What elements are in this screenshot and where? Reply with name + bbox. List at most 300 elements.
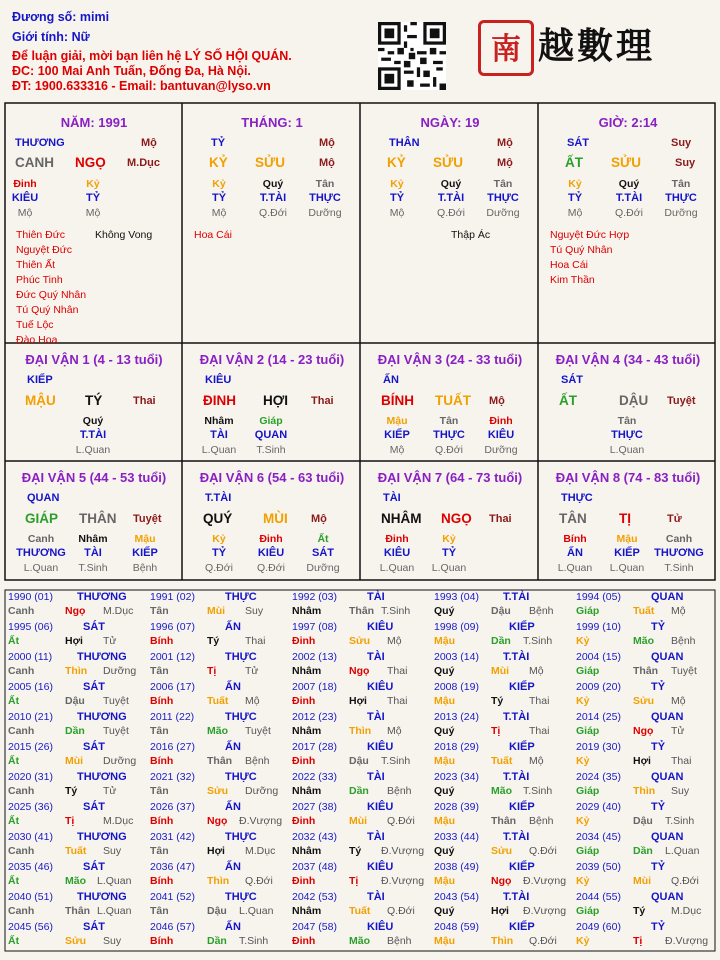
hidden-stem: Tân	[617, 415, 637, 427]
year-ten-god: TỶ	[651, 921, 666, 933]
year-stem: Bính	[150, 755, 174, 767]
year-stage: Đ.Vượng	[523, 875, 567, 887]
hidden-stem: Ất	[317, 533, 329, 545]
year-branch: Tý	[207, 635, 220, 647]
year-ten-god: TÀI	[367, 591, 385, 603]
year-stage: M.Dục	[103, 605, 134, 617]
year-stage: M.Dục	[103, 815, 134, 827]
year-ten-god: QUAN	[651, 651, 684, 663]
year-stage: Mộ	[387, 635, 402, 647]
hidden-stage: L.Quan	[609, 562, 645, 574]
hidden-stage: Mộ	[85, 207, 101, 219]
year-cell	[5, 860, 147, 890]
year-stem: Ất	[8, 635, 20, 647]
year-ten-god: ẤN	[225, 621, 241, 633]
year-branch: Mùi	[65, 755, 84, 767]
year-label: 2049 (60)	[576, 921, 621, 933]
year-stage: Đ.Vượng	[665, 935, 709, 947]
luck-title: ĐẠI VẬN 4 (34 - 43 tuổi)	[555, 352, 701, 367]
year-stem: Kỷ	[576, 875, 590, 887]
year-ten-god: ẤN	[225, 741, 241, 753]
earthly-branch: MÙI	[263, 511, 288, 526]
year-branch: Hợi	[491, 905, 509, 917]
year-ten-god: TÀI	[367, 831, 385, 843]
year-ten-god: KIÊU	[367, 861, 394, 873]
year-label: 2044 (55)	[576, 891, 621, 903]
hidden-ten-god: KIÊU	[487, 429, 515, 441]
hidden-stage: L.Quan	[557, 562, 593, 574]
year-cell	[573, 830, 715, 860]
year-stem: Bính	[150, 815, 174, 827]
year-label: 2022 (33)	[292, 771, 337, 783]
earthly-branch: THÂN	[79, 511, 117, 526]
year-label: 2001 (12)	[150, 651, 195, 663]
year-branch: Hợi	[207, 845, 225, 857]
year-branch: Dậu	[349, 755, 369, 767]
ten-god: SÁT	[561, 374, 583, 386]
hidden-stage: Bệnh	[132, 562, 158, 574]
hidden-ten-god: TỶ	[389, 192, 405, 204]
year-stem: Canh	[8, 725, 35, 737]
hidden-stem: Tân	[493, 178, 513, 190]
ten-god: ẤN	[383, 374, 399, 386]
year-stage: Dưỡng	[103, 665, 137, 677]
year-ten-god: SÁT	[83, 741, 105, 753]
year-cell	[431, 830, 573, 860]
branch-stage: Tuyệt	[667, 395, 696, 407]
year-stage: Tuyệt	[245, 725, 271, 737]
year-stage: T.Sinh	[523, 635, 553, 647]
year-label: 2015 (26)	[8, 741, 53, 753]
heavenly-stem: CANH	[15, 155, 54, 170]
star-name: Tú Quý Nhân	[16, 304, 79, 316]
hidden-ten-god: THƯƠNG	[16, 547, 66, 559]
year-stage: T.Sinh	[239, 935, 269, 947]
year-branch: Thìn	[65, 665, 88, 677]
hidden-ten-god: KIÊU	[383, 547, 411, 559]
year-label: 2008 (19)	[434, 681, 479, 693]
hidden-stage: T.Sinh	[664, 562, 694, 574]
hidden-stage: Mộ	[17, 207, 33, 219]
subject-gender: Giới tính: Nữ	[12, 30, 90, 44]
year-label: 2026 (37)	[150, 801, 195, 813]
year-ten-god: SÁT	[83, 921, 105, 933]
year-stem: Đinh	[292, 935, 316, 947]
hidden-stage: Mộ	[211, 207, 227, 219]
year-label: 2021 (32)	[150, 771, 195, 783]
year-ten-god: KIÊU	[367, 681, 394, 693]
year-cell	[573, 860, 715, 890]
luck-cell	[5, 343, 183, 461]
year-stem: Ất	[8, 935, 20, 947]
year-stage: Q.Đới	[387, 905, 415, 917]
year-cell	[289, 800, 431, 830]
earthly-branch: SỬU	[433, 155, 463, 170]
year-ten-god: QUAN	[651, 771, 684, 783]
subject-name: Đương số: mimi	[12, 10, 110, 24]
heavenly-stem: NHÂM	[381, 511, 422, 526]
hidden-ten-god: ẤN	[567, 547, 583, 559]
hidden-ten-god: T.TÀI	[437, 192, 465, 204]
year-cell	[147, 740, 289, 770]
star-name: Nguyệt Đức Hợp	[550, 229, 630, 241]
hidden-stem: Đinh	[489, 415, 513, 427]
year-stem: Tân	[150, 905, 169, 917]
year-stage: Q.Đới	[671, 875, 699, 887]
year-label: 2020 (31)	[8, 771, 53, 783]
year-cell	[289, 770, 431, 800]
year-stem: Kỷ	[576, 695, 590, 707]
year-branch: Mùi	[633, 875, 652, 887]
star-name: Hoa Cái	[194, 229, 232, 241]
year-stem: Ất	[8, 875, 20, 887]
year-stem: Ất	[8, 815, 20, 827]
year-cell	[289, 830, 431, 860]
branch-stage: Tuyệt	[133, 513, 162, 525]
earthly-branch: NGỌ	[441, 511, 472, 526]
year-cell	[573, 770, 715, 800]
hidden-ten-god: TỶ	[441, 547, 457, 559]
year-branch: Mùi	[207, 605, 226, 617]
hidden-ten-god: KIÊU	[257, 547, 285, 559]
earthly-branch: TÝ	[85, 393, 103, 408]
year-ten-god: THƯƠNG	[77, 651, 127, 663]
year-ten-god: T.TÀI	[503, 831, 530, 843]
year-label: 2004 (15)	[576, 651, 621, 663]
year-ten-god: ẤN	[225, 921, 241, 933]
year-label: 2047 (58)	[292, 921, 337, 933]
year-cell	[5, 620, 147, 650]
year-branch: Thân	[633, 665, 659, 677]
year-ten-god: THƯƠNG	[77, 711, 127, 723]
year-stem: Giáp	[576, 785, 600, 797]
hidden-stage: L.Quan	[201, 444, 237, 456]
hidden-ten-god: THỰC	[433, 429, 465, 441]
year-ten-god: TỶ	[651, 621, 666, 633]
year-label: 1990 (01)	[8, 591, 53, 603]
brand-logo: 越數理	[538, 25, 656, 67]
hidden-stage: Q.Đới	[435, 444, 463, 456]
year-branch: Hợi	[65, 635, 83, 647]
hidden-stage: Dưỡng	[486, 207, 520, 219]
year-label: 1997 (08)	[292, 621, 337, 633]
year-cell	[431, 740, 573, 770]
luck-title: ĐẠI VẬN 6 (54 - 63 tuổi)	[199, 470, 345, 485]
year-cell	[5, 680, 147, 710]
year-branch: Dậu	[491, 605, 511, 617]
star-name: Thiên Ất	[16, 259, 56, 271]
pillar-stage: Mộ	[319, 137, 335, 149]
year-stem: Quý	[434, 905, 455, 917]
hidden-stage: L.Quan	[431, 562, 467, 574]
year-branch: Mão	[491, 785, 512, 797]
year-label: 2034 (45)	[576, 831, 621, 843]
year-label: 2046 (57)	[150, 921, 195, 933]
year-stage: Đ.Vượng	[239, 815, 283, 827]
branch-stage: Thai	[311, 395, 334, 407]
year-branch: Thân	[207, 755, 233, 767]
year-stage: Bệnh	[387, 935, 412, 947]
pillar-title: NĂM: 1991	[60, 115, 128, 130]
year-ten-god: THỰC	[225, 651, 257, 663]
luck-title: ĐẠI VẬN 2 (14 - 23 tuổi)	[199, 352, 345, 367]
year-stem: Quý	[434, 665, 455, 677]
year-stem: Quý	[434, 605, 455, 617]
year-branch: Sửu	[349, 635, 371, 647]
year-stem: Mậu	[434, 635, 455, 647]
year-ten-god: THỰC	[225, 591, 257, 603]
contact-line: Để luận giải, mời bạn liên hệ LÝ SỐ HỘI QUÁN.	[12, 49, 292, 63]
earthly-branch: SỬU	[611, 155, 641, 170]
year-stage: Q.Đới	[245, 875, 273, 887]
year-ten-god: KIÊU	[367, 921, 394, 933]
year-cell	[573, 710, 715, 740]
year-stage: Bệnh	[529, 605, 554, 617]
hidden-stem: Kỷ	[212, 178, 226, 190]
year-stem: Ất	[8, 695, 20, 707]
branch-stage: M.Dục	[127, 157, 160, 169]
hidden-stem: Giáp	[259, 415, 283, 427]
year-label: 2031 (42)	[150, 831, 195, 843]
year-label: 2012 (23)	[292, 711, 337, 723]
year-stage: Thai	[387, 695, 408, 707]
year-label: 2028 (39)	[434, 801, 479, 813]
year-branch: Thân	[349, 605, 375, 617]
heavenly-stem: ẤT	[565, 155, 583, 170]
ten-god: TỶ	[211, 137, 226, 149]
hidden-ten-god: TỶ	[567, 192, 583, 204]
pillar-cell	[5, 103, 183, 346]
ten-god: THỰC	[561, 492, 593, 504]
year-label: 2032 (43)	[292, 831, 337, 843]
earthly-branch: HỢI	[263, 393, 289, 408]
year-stem: Quý	[434, 845, 455, 857]
year-cell	[147, 710, 289, 740]
year-label: 2038 (49)	[434, 861, 479, 873]
year-stage: Suy	[103, 845, 122, 857]
year-stem: Giáp	[576, 845, 600, 857]
star-name: Thiên Đức	[16, 229, 66, 241]
year-label: 2011 (22)	[150, 711, 195, 723]
hidden-ten-god: TỶ	[211, 192, 227, 204]
year-ten-god: KIẾP	[509, 801, 535, 813]
year-branch: Thân	[65, 905, 91, 917]
year-label: 2033 (44)	[434, 831, 479, 843]
year-label: 2017 (28)	[292, 741, 337, 753]
year-label: 1998 (09)	[434, 621, 479, 633]
year-stage: Q.Đới	[529, 935, 557, 947]
heavenly-stem: BÍNH	[381, 393, 414, 408]
year-label: 2014 (25)	[576, 711, 621, 723]
year-label: 2009 (20)	[576, 681, 621, 693]
luck-cell	[361, 343, 539, 461]
ten-god: T.TÀI	[205, 492, 232, 504]
hidden-stem: Nhâm	[78, 533, 108, 545]
hidden-stem: Canh	[665, 533, 693, 545]
year-cell	[431, 680, 573, 710]
year-branch: Tuất	[633, 605, 655, 617]
year-branch: Dần	[207, 935, 227, 947]
year-label: 2039 (50)	[576, 861, 621, 873]
year-label: 2037 (48)	[292, 861, 337, 873]
year-label: 2036 (47)	[150, 861, 195, 873]
star-name: Tuế Lộc	[16, 319, 54, 331]
year-cell	[573, 680, 715, 710]
address-line: ĐC: 100 Mai Anh Tuấn, Đống Đa, Hà Nội.	[12, 64, 251, 78]
year-cell	[289, 680, 431, 710]
year-ten-god: SÁT	[83, 621, 105, 633]
year-branch: Mão	[207, 725, 228, 737]
hidden-ten-god: T.TÀI	[79, 429, 107, 441]
year-stage: Suy	[671, 785, 690, 797]
year-stem: Mậu	[434, 815, 455, 827]
year-branch: Tị	[207, 665, 217, 677]
year-stem: Nhâm	[292, 665, 322, 677]
year-cell	[5, 830, 147, 860]
year-stage: Bệnh	[671, 635, 696, 647]
year-stem: Tân	[150, 725, 169, 737]
luck-cell	[183, 343, 361, 461]
year-cell	[5, 740, 147, 770]
year-stem: Tân	[150, 665, 169, 677]
year-cell	[147, 620, 289, 650]
year-stem: Quý	[434, 725, 455, 737]
hidden-stem: Kỷ	[442, 533, 456, 545]
year-stage: Thai	[671, 755, 692, 767]
year-stem: Kỷ	[576, 935, 590, 947]
star-name: Đào Hoa	[16, 334, 58, 346]
year-branch: Tị	[65, 815, 75, 827]
hidden-ten-god: THƯƠNG	[654, 547, 704, 559]
year-stem: Ất	[8, 755, 20, 767]
year-cell	[147, 830, 289, 860]
year-stage: T.Sinh	[381, 755, 411, 767]
year-ten-god: SÁT	[83, 681, 105, 693]
hidden-stage: Mộ	[389, 444, 405, 456]
luck-cell	[361, 461, 539, 579]
year-stage: Mộ	[671, 605, 686, 617]
year-stage: Thai	[529, 725, 550, 737]
year-ten-god: QUAN	[651, 831, 684, 843]
year-branch: Sửu	[65, 935, 87, 947]
branch-stage: Suy	[675, 157, 696, 169]
year-ten-god: THỰC	[225, 831, 257, 843]
year-cell	[5, 890, 147, 920]
year-ten-god: T.TÀI	[503, 651, 530, 663]
year-label: 2007 (18)	[292, 681, 337, 693]
hidden-ten-god: SÁT	[312, 547, 334, 559]
year-stem: Đinh	[292, 875, 316, 887]
year-label: 2000 (11)	[8, 651, 53, 663]
year-branch: Sửu	[633, 695, 655, 707]
year-stem: Kỷ	[576, 815, 590, 827]
year-label: 2041 (52)	[150, 891, 195, 903]
hidden-ten-god: TÀI	[210, 429, 228, 441]
year-branch: Tuất	[207, 695, 229, 707]
year-label: 2029 (40)	[576, 801, 621, 813]
year-branch: Thìn	[207, 875, 230, 887]
heavenly-stem: GIÁP	[25, 511, 59, 526]
year-cell	[5, 710, 147, 740]
year-ten-god: THỰC	[225, 891, 257, 903]
year-stage: Tuyệt	[103, 695, 129, 707]
year-ten-god: ẤN	[225, 861, 241, 873]
year-label: 1991 (02)	[150, 591, 195, 603]
year-ten-god: TÀI	[367, 771, 385, 783]
year-ten-god: TỶ	[651, 681, 666, 693]
heavenly-stem: KỶ	[209, 155, 228, 170]
year-cell	[147, 920, 289, 950]
branch-stage: Mộ	[489, 395, 505, 407]
year-ten-god: THƯƠNG	[77, 771, 127, 783]
year-stage: Mộ	[245, 695, 260, 707]
year-label: 2045 (56)	[8, 921, 53, 933]
year-branch: Dậu	[207, 905, 227, 917]
year-cell	[431, 860, 573, 890]
year-ten-god: KIẾP	[509, 921, 535, 933]
year-ten-god: T.TÀI	[503, 591, 530, 603]
branch-stage: Thai	[133, 395, 156, 407]
year-label: 1996 (07)	[150, 621, 195, 633]
year-cell	[289, 860, 431, 890]
year-stem: Canh	[8, 785, 35, 797]
phone-email-line: ĐT: 1900.633316 - Email: bantuvan@lyso.vn	[12, 79, 271, 93]
hidden-ten-god: QUAN	[254, 429, 288, 441]
star-name: Kim Thần	[550, 274, 595, 286]
year-stage: Tuyệt	[671, 665, 697, 677]
year-stem: Đinh	[292, 815, 316, 827]
hidden-stem: Kỷ	[568, 178, 582, 190]
year-cell	[5, 800, 147, 830]
year-branch: Mão	[349, 935, 370, 947]
year-branch: Tị	[349, 875, 359, 887]
year-ten-god: T.TÀI	[503, 711, 530, 723]
year-stage: Thai	[245, 635, 266, 647]
year-branch: Ngọ	[65, 605, 86, 617]
year-ten-god: QUAN	[651, 711, 684, 723]
hidden-stage: T.Sinh	[256, 444, 286, 456]
star-name: Tú Quý Nhân	[550, 244, 613, 256]
year-label: 2010 (21)	[8, 711, 53, 723]
year-stage: Bệnh	[387, 785, 412, 797]
year-stage: Tử	[103, 785, 117, 797]
year-stem: Giáp	[576, 905, 600, 917]
year-branch: Tuất	[349, 905, 371, 917]
year-label: 2003 (14)	[434, 651, 479, 663]
year-branch: Dậu	[633, 815, 653, 827]
year-cell	[431, 620, 573, 650]
year-cell	[573, 650, 715, 680]
year-cell	[573, 890, 715, 920]
pillar-cell	[539, 103, 717, 343]
year-stem: Tân	[150, 785, 169, 797]
seal-logo: 南	[478, 20, 534, 76]
branch-stage: Tử	[667, 513, 682, 525]
luck-title: ĐẠI VẬN 5 (44 - 53 tuổi)	[21, 470, 167, 485]
hidden-ten-god: TỶ	[85, 192, 101, 204]
year-stage: Đ.Vượng	[381, 875, 425, 887]
year-cell	[289, 710, 431, 740]
year-stage: Suy	[245, 605, 264, 617]
year-cell	[289, 590, 431, 620]
year-stage: T.Sinh	[381, 605, 411, 617]
year-stage: Thai	[529, 695, 550, 707]
year-stage: Dưỡng	[103, 755, 137, 767]
pillar-title: NGÀY: 19	[420, 115, 480, 130]
earthly-branch: NGỌ	[75, 155, 106, 170]
year-cell	[431, 650, 573, 680]
year-ten-god: THỰC	[225, 711, 257, 723]
